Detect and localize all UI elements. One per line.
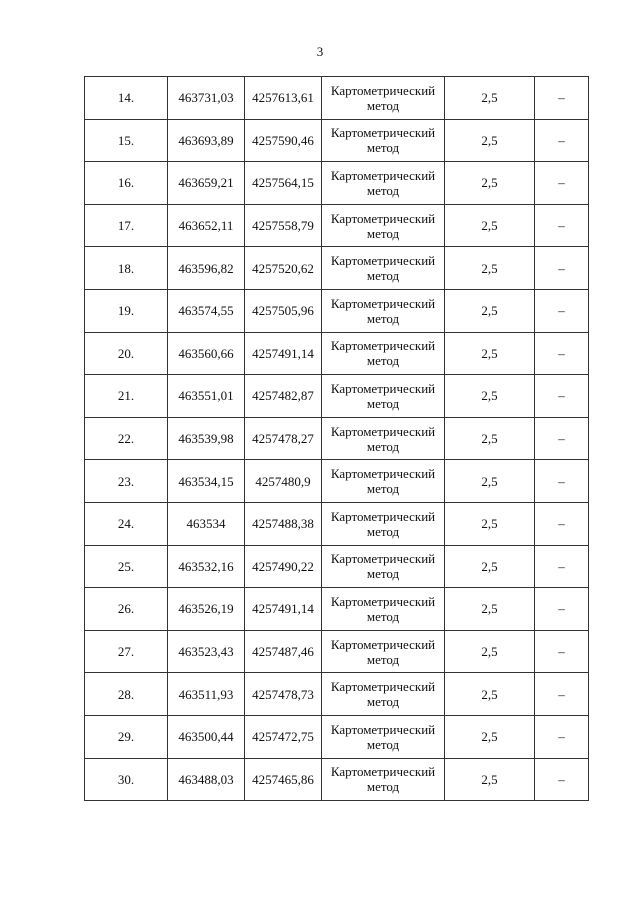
y-coordinate-cell: 4257491,14 bbox=[245, 588, 322, 631]
method-line-2: метод bbox=[366, 736, 400, 752]
note-cell: – bbox=[535, 417, 589, 460]
note-cell: – bbox=[535, 673, 589, 716]
method-line-2: метод bbox=[366, 225, 400, 241]
accuracy-cell: 2,5 bbox=[445, 332, 535, 375]
x-coordinate-cell: 463574,55 bbox=[168, 289, 245, 332]
y-coordinate-cell: 4257590,46 bbox=[245, 119, 322, 162]
method-cell bbox=[322, 204, 445, 247]
note-cell: – bbox=[535, 375, 589, 418]
method-line-1: Картометрический bbox=[330, 764, 436, 780]
table-row bbox=[85, 758, 589, 801]
note-cell: – bbox=[535, 630, 589, 673]
y-coordinate-cell: 4257564,15 bbox=[245, 162, 322, 205]
accuracy-cell: 2,5 bbox=[445, 630, 535, 673]
note-cell: – bbox=[535, 204, 589, 247]
method-cell bbox=[322, 588, 445, 631]
method-line-2: метод bbox=[366, 438, 400, 454]
point-number-cell: 26. bbox=[85, 588, 168, 631]
method-cell bbox=[322, 332, 445, 375]
y-coordinate-cell: 4257478,73 bbox=[245, 673, 322, 716]
note-cell: – bbox=[535, 332, 589, 375]
x-coordinate-cell: 463551,01 bbox=[168, 375, 245, 418]
y-coordinate-cell: 4257490,22 bbox=[245, 545, 322, 588]
method-line-1: Картометрический bbox=[330, 210, 436, 226]
method-line-2: метод bbox=[366, 481, 400, 497]
table-row bbox=[85, 588, 589, 631]
note-cell: – bbox=[535, 162, 589, 205]
method-line-1: Картометрический bbox=[330, 508, 436, 524]
method-line-2: метод bbox=[366, 310, 400, 326]
accuracy-cell: 2,5 bbox=[445, 119, 535, 162]
method-line-2: метод bbox=[366, 268, 400, 284]
point-number-cell: 14. bbox=[85, 77, 168, 120]
method-cell bbox=[322, 417, 445, 460]
point-number-cell: 20. bbox=[85, 332, 168, 375]
table-row bbox=[85, 247, 589, 290]
accuracy-cell: 2,5 bbox=[445, 758, 535, 801]
y-coordinate-cell: 4257472,75 bbox=[245, 715, 322, 758]
accuracy-cell: 2,5 bbox=[445, 460, 535, 503]
method-line-2: метод bbox=[366, 140, 400, 156]
note-cell: – bbox=[535, 289, 589, 332]
x-coordinate-cell: 463526,19 bbox=[168, 588, 245, 631]
y-coordinate-cell: 4257488,38 bbox=[245, 502, 322, 545]
table-row bbox=[85, 204, 589, 247]
table-row bbox=[85, 545, 589, 588]
method-line-1: Картометрический bbox=[330, 253, 436, 269]
y-coordinate-cell: 4257465,86 bbox=[245, 758, 322, 801]
point-number-cell: 15. bbox=[85, 119, 168, 162]
coordinates-table-body bbox=[85, 77, 589, 801]
method-line-2: метод bbox=[366, 523, 400, 539]
note-cell: – bbox=[535, 502, 589, 545]
point-number-cell: 28. bbox=[85, 673, 168, 716]
accuracy-cell: 2,5 bbox=[445, 162, 535, 205]
method-line-1: Картометрический bbox=[330, 721, 436, 737]
point-number-cell: 24. bbox=[85, 502, 168, 545]
note-cell: – bbox=[535, 119, 589, 162]
method-cell bbox=[322, 460, 445, 503]
point-number-cell: 22. bbox=[85, 417, 168, 460]
x-coordinate-cell: 463539,98 bbox=[168, 417, 245, 460]
method-line-2: метод bbox=[366, 97, 400, 113]
method-cell bbox=[322, 630, 445, 673]
x-coordinate-cell: 463659,21 bbox=[168, 162, 245, 205]
y-coordinate-cell: 4257487,46 bbox=[245, 630, 322, 673]
table-row bbox=[85, 375, 589, 418]
note-cell: – bbox=[535, 247, 589, 290]
note-cell: – bbox=[535, 545, 589, 588]
accuracy-cell: 2,5 bbox=[445, 247, 535, 290]
y-coordinate-cell: 4257613,61 bbox=[245, 77, 322, 120]
table-row bbox=[85, 162, 589, 205]
accuracy-cell: 2,5 bbox=[445, 715, 535, 758]
method-cell bbox=[322, 162, 445, 205]
y-coordinate-cell: 4257505,96 bbox=[245, 289, 322, 332]
y-coordinate-cell: 4257558,79 bbox=[245, 204, 322, 247]
accuracy-cell: 2,5 bbox=[445, 502, 535, 545]
accuracy-cell: 2,5 bbox=[445, 673, 535, 716]
method-line-2: метод bbox=[366, 608, 400, 624]
accuracy-cell: 2,5 bbox=[445, 289, 535, 332]
method-line-2: метод bbox=[366, 566, 400, 582]
method-line-1: Картометрический bbox=[330, 679, 436, 695]
table-row bbox=[85, 289, 589, 332]
x-coordinate-cell: 463652,11 bbox=[168, 204, 245, 247]
method-line-1: Картометрический bbox=[330, 636, 436, 652]
x-coordinate-cell: 463693,89 bbox=[168, 119, 245, 162]
point-number-cell: 16. bbox=[85, 162, 168, 205]
method-cell bbox=[322, 375, 445, 418]
method-cell bbox=[322, 545, 445, 588]
method-cell bbox=[322, 289, 445, 332]
note-cell: – bbox=[535, 588, 589, 631]
accuracy-cell: 2,5 bbox=[445, 375, 535, 418]
page-number: 3 bbox=[316, 44, 324, 59]
method-cell bbox=[322, 119, 445, 162]
method-cell bbox=[322, 758, 445, 801]
method-line-1: Картометрический bbox=[330, 338, 436, 354]
table-row bbox=[85, 417, 589, 460]
x-coordinate-cell: 463532,16 bbox=[168, 545, 245, 588]
x-coordinate-cell: 463560,66 bbox=[168, 332, 245, 375]
x-coordinate-cell: 463500,44 bbox=[168, 715, 245, 758]
accuracy-cell: 2,5 bbox=[445, 77, 535, 120]
method-line-1: Картометрический bbox=[330, 167, 436, 183]
table-row bbox=[85, 502, 589, 545]
method-line-1: Картометрический bbox=[330, 125, 436, 141]
point-number-cell: 29. bbox=[85, 715, 168, 758]
point-number-cell: 25. bbox=[85, 545, 168, 588]
x-coordinate-cell: 463488,03 bbox=[168, 758, 245, 801]
table-row bbox=[85, 119, 589, 162]
method-line-1: Картометрический bbox=[330, 466, 436, 482]
point-number-cell: 27. bbox=[85, 630, 168, 673]
method-cell bbox=[322, 77, 445, 120]
method-line-1: Картометрический bbox=[330, 423, 436, 439]
table-row bbox=[85, 460, 589, 503]
method-line-2: метод bbox=[366, 395, 400, 411]
point-number-cell: 18. bbox=[85, 247, 168, 290]
point-number-cell: 19. bbox=[85, 289, 168, 332]
y-coordinate-cell: 4257491,14 bbox=[245, 332, 322, 375]
point-number-cell: 23. bbox=[85, 460, 168, 503]
table-row bbox=[85, 673, 589, 716]
note-cell: – bbox=[535, 77, 589, 120]
method-line-1: Картометрический bbox=[330, 551, 436, 567]
table-row bbox=[85, 630, 589, 673]
accuracy-cell: 2,5 bbox=[445, 588, 535, 631]
x-coordinate-cell: 463523,43 bbox=[168, 630, 245, 673]
accuracy-cell: 2,5 bbox=[445, 204, 535, 247]
method-cell bbox=[322, 247, 445, 290]
x-coordinate-cell: 463511,93 bbox=[168, 673, 245, 716]
y-coordinate-cell: 4257520,62 bbox=[245, 247, 322, 290]
method-line-2: метод bbox=[366, 353, 400, 369]
x-coordinate-cell: 463534 bbox=[168, 502, 245, 545]
x-coordinate-cell: 463534,15 bbox=[168, 460, 245, 503]
table-row bbox=[85, 332, 589, 375]
method-cell bbox=[322, 502, 445, 545]
method-line-2: метод bbox=[366, 694, 400, 710]
method-line-2: метод bbox=[366, 779, 400, 795]
point-number-cell: 30. bbox=[85, 758, 168, 801]
table-row bbox=[85, 715, 589, 758]
method-line-1: Картометрический bbox=[330, 82, 436, 98]
method-cell bbox=[322, 715, 445, 758]
x-coordinate-cell: 463731,03 bbox=[168, 77, 245, 120]
x-coordinate-cell: 463596,82 bbox=[168, 247, 245, 290]
accuracy-cell: 2,5 bbox=[445, 417, 535, 460]
y-coordinate-cell: 4257482,87 bbox=[245, 375, 322, 418]
table-row bbox=[85, 77, 589, 120]
y-coordinate-cell: 4257478,27 bbox=[245, 417, 322, 460]
note-cell: – bbox=[535, 460, 589, 503]
method-line-1: Картометрический bbox=[330, 295, 436, 311]
method-line-2: метод bbox=[366, 182, 400, 198]
coordinates-table bbox=[84, 76, 589, 801]
point-number-cell: 17. bbox=[85, 204, 168, 247]
note-cell: – bbox=[535, 715, 589, 758]
y-coordinate-cell: 4257480,9 bbox=[245, 460, 322, 503]
method-line-1: Картометрический bbox=[330, 593, 436, 609]
accuracy-cell: 2,5 bbox=[445, 545, 535, 588]
method-cell bbox=[322, 673, 445, 716]
method-line-1: Картометрический bbox=[330, 380, 436, 396]
point-number-cell: 21. bbox=[85, 375, 168, 418]
method-line-2: метод bbox=[366, 651, 400, 667]
note-cell: – bbox=[535, 758, 589, 801]
